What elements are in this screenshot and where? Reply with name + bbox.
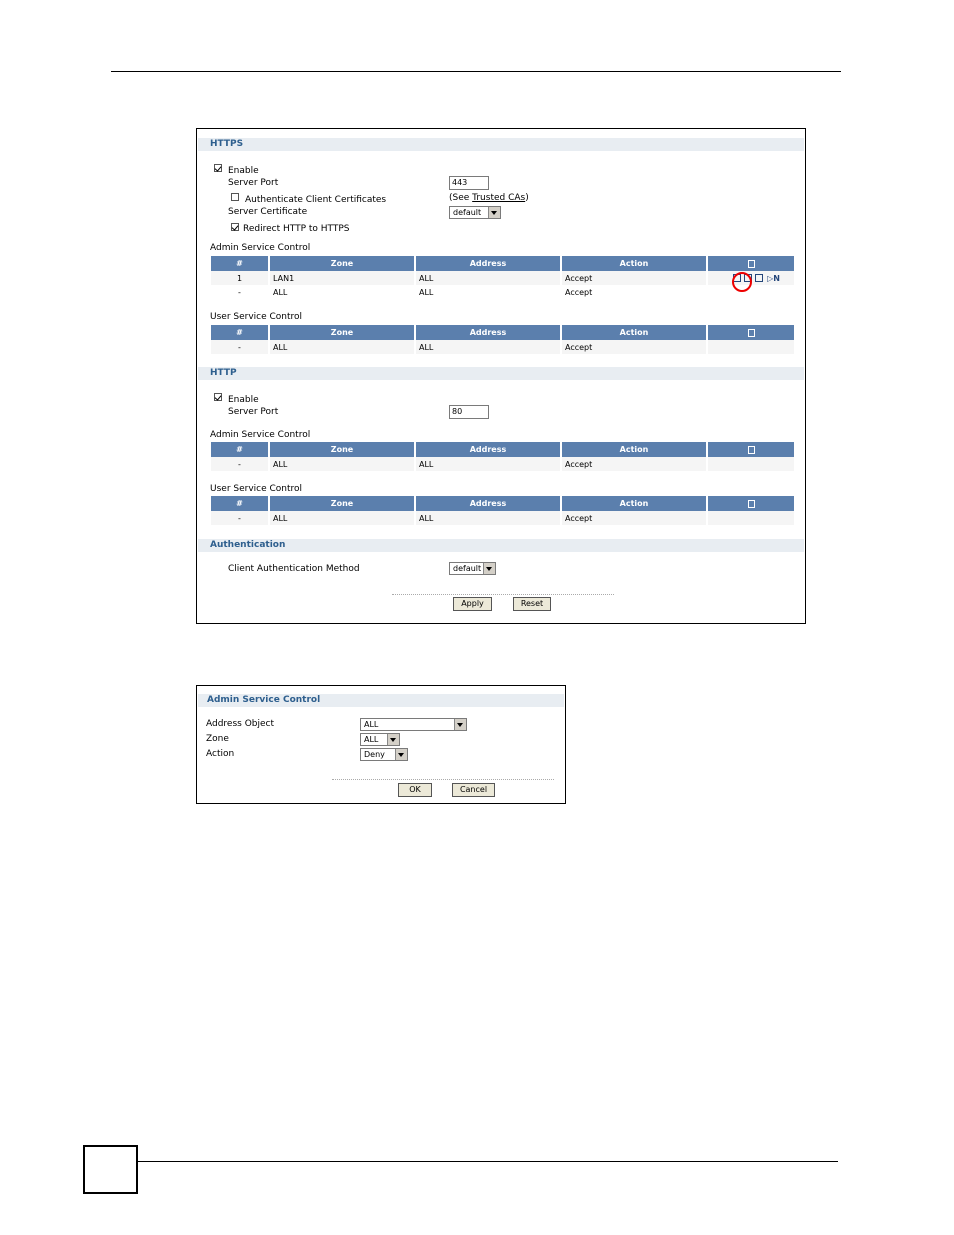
client-auth-method-label: Client Authentication Method <box>228 564 360 574</box>
http-enable-checkbox[interactable] <box>214 393 222 401</box>
col-header-num: # <box>211 256 269 271</box>
redirect-http-label: Redirect HTTP to HTTPS <box>243 224 350 234</box>
https-user-service-title: User Service Control <box>210 312 303 322</box>
col-header-num: # <box>211 442 269 457</box>
action-label: Action <box>206 749 235 759</box>
row-address: ALL <box>415 340 561 354</box>
authentication-section-title: Authentication <box>198 539 804 552</box>
http-user-service-table <box>211 496 794 525</box>
add-icon[interactable] <box>748 260 755 268</box>
zone-value: ALL <box>364 735 379 744</box>
col-header-zone: Zone <box>269 256 415 271</box>
https-section-title: HTTPS <box>198 138 804 151</box>
dropdown-arrow-icon[interactable] <box>454 719 466 730</box>
col-header-zone: Zone <box>269 325 415 340</box>
table-row <box>211 271 794 285</box>
add-icon[interactable] <box>748 329 755 337</box>
address-object-select[interactable] <box>360 718 467 731</box>
https-enable-checkbox[interactable] <box>214 164 222 172</box>
col-header-zone: Zone <box>269 496 415 511</box>
https-enable-label: Enable <box>228 166 259 176</box>
admin-service-control-dialog <box>196 685 566 804</box>
add-rule-header <box>707 325 794 340</box>
auth-client-cert-checkbox[interactable] <box>231 193 239 201</box>
dropdown-arrow-icon[interactable] <box>395 749 407 760</box>
ok-button[interactable]: OK <box>398 783 432 797</box>
action-select[interactable] <box>360 748 408 761</box>
server-cert-select[interactable] <box>449 206 501 219</box>
move-icon[interactable]: ▷N <box>767 273 780 283</box>
server-cert-label: Server Certificate <box>228 207 308 217</box>
row-action: Accept <box>561 285 707 299</box>
delete-icon[interactable] <box>755 274 763 282</box>
zone-label: Zone <box>206 734 229 744</box>
row-action: Accept <box>561 271 707 285</box>
https-server-port-label: Server Port <box>228 178 279 188</box>
col-header-zone: Zone <box>269 442 415 457</box>
https-admin-service-table <box>211 256 794 299</box>
row-num: - <box>211 511 269 525</box>
https-user-service-table <box>211 325 794 354</box>
table-row <box>211 511 794 525</box>
server-cert-value: default <box>453 208 482 217</box>
table-row <box>211 457 794 471</box>
dialog-title: Admin Service Control <box>198 694 564 707</box>
add-icon[interactable] <box>748 446 755 454</box>
col-header-num: # <box>211 496 269 511</box>
row-num: 1 <box>211 271 269 285</box>
col-header-action: Action <box>561 325 707 340</box>
row-num: - <box>211 285 269 299</box>
apply-button[interactable]: Apply <box>453 597 492 611</box>
http-user-service-title: User Service Control <box>210 484 303 494</box>
https-server-port-input[interactable]: 443 <box>449 176 489 190</box>
row-num: - <box>211 457 269 471</box>
auth-client-cert-label: Authenticate Client Certificates <box>245 195 387 205</box>
col-header-action: Action <box>561 496 707 511</box>
table-row <box>211 285 794 299</box>
address-object-label: Address Object <box>206 719 275 729</box>
add-rule-header <box>707 496 794 511</box>
https-admin-service-title: Admin Service Control <box>210 243 311 253</box>
https-config-panel <box>196 128 806 624</box>
http-section-title: HTTP <box>198 367 804 380</box>
col-header-action: Action <box>561 256 707 271</box>
redirect-http-checkbox[interactable] <box>231 223 239 231</box>
trusted-cas-link[interactable]: Trusted CAs <box>472 193 526 203</box>
row-action: Accept <box>561 511 707 525</box>
col-header-num: # <box>211 325 269 340</box>
add-rule-header <box>707 442 794 457</box>
see-prefix: (See <box>449 193 473 203</box>
see-suffix: ) <box>525 193 529 203</box>
client-auth-method-select[interactable] <box>449 562 496 575</box>
col-header-address: Address <box>415 442 561 457</box>
http-server-port-input[interactable]: 80 <box>449 405 489 419</box>
col-header-address: Address <box>415 496 561 511</box>
row-zone: ALL <box>269 511 415 525</box>
dialog-button-divider <box>332 779 554 780</box>
row-zone: ALL <box>269 340 415 354</box>
dropdown-arrow-icon[interactable] <box>387 734 399 745</box>
row-action: Accept <box>561 340 707 354</box>
dropdown-arrow-icon[interactable] <box>488 207 500 218</box>
client-auth-method-value: default <box>453 564 482 573</box>
row-zone: ALL <box>269 457 415 471</box>
add-rule-header <box>707 256 794 271</box>
row-address: ALL <box>415 271 561 285</box>
action-value: Deny <box>364 750 385 759</box>
col-header-action: Action <box>561 442 707 457</box>
row-address: ALL <box>415 457 561 471</box>
row-icons <box>707 511 794 525</box>
address-object-value: ALL <box>364 720 379 729</box>
http-enable-label: Enable <box>228 395 259 405</box>
button-divider <box>392 594 614 595</box>
dropdown-arrow-icon[interactable] <box>483 563 495 574</box>
col-header-address: Address <box>415 325 561 340</box>
row-address: ALL <box>415 511 561 525</box>
row-zone: ALL <box>269 285 415 299</box>
row-num: - <box>211 340 269 354</box>
reset-button[interactable]: Reset <box>513 597 551 611</box>
footer-rule <box>138 1161 838 1162</box>
trusted-cas-note <box>449 193 529 204</box>
zone-select[interactable] <box>360 733 400 746</box>
http-server-port-label: Server Port <box>228 407 279 417</box>
row-icons <box>707 457 794 471</box>
cancel-button[interactable]: Cancel <box>452 783 495 797</box>
page-number-box <box>83 1145 138 1194</box>
table-row <box>211 340 794 354</box>
http-admin-service-title: Admin Service Control <box>210 430 311 440</box>
header-rule <box>111 71 841 72</box>
http-admin-service-table <box>211 442 794 471</box>
row-address: ALL <box>415 285 561 299</box>
col-header-address: Address <box>415 256 561 271</box>
highlight-circle <box>732 272 752 292</box>
row-action: Accept <box>561 457 707 471</box>
row-zone: LAN1 <box>269 271 415 285</box>
row-icons <box>707 340 794 354</box>
add-icon[interactable] <box>748 500 755 508</box>
